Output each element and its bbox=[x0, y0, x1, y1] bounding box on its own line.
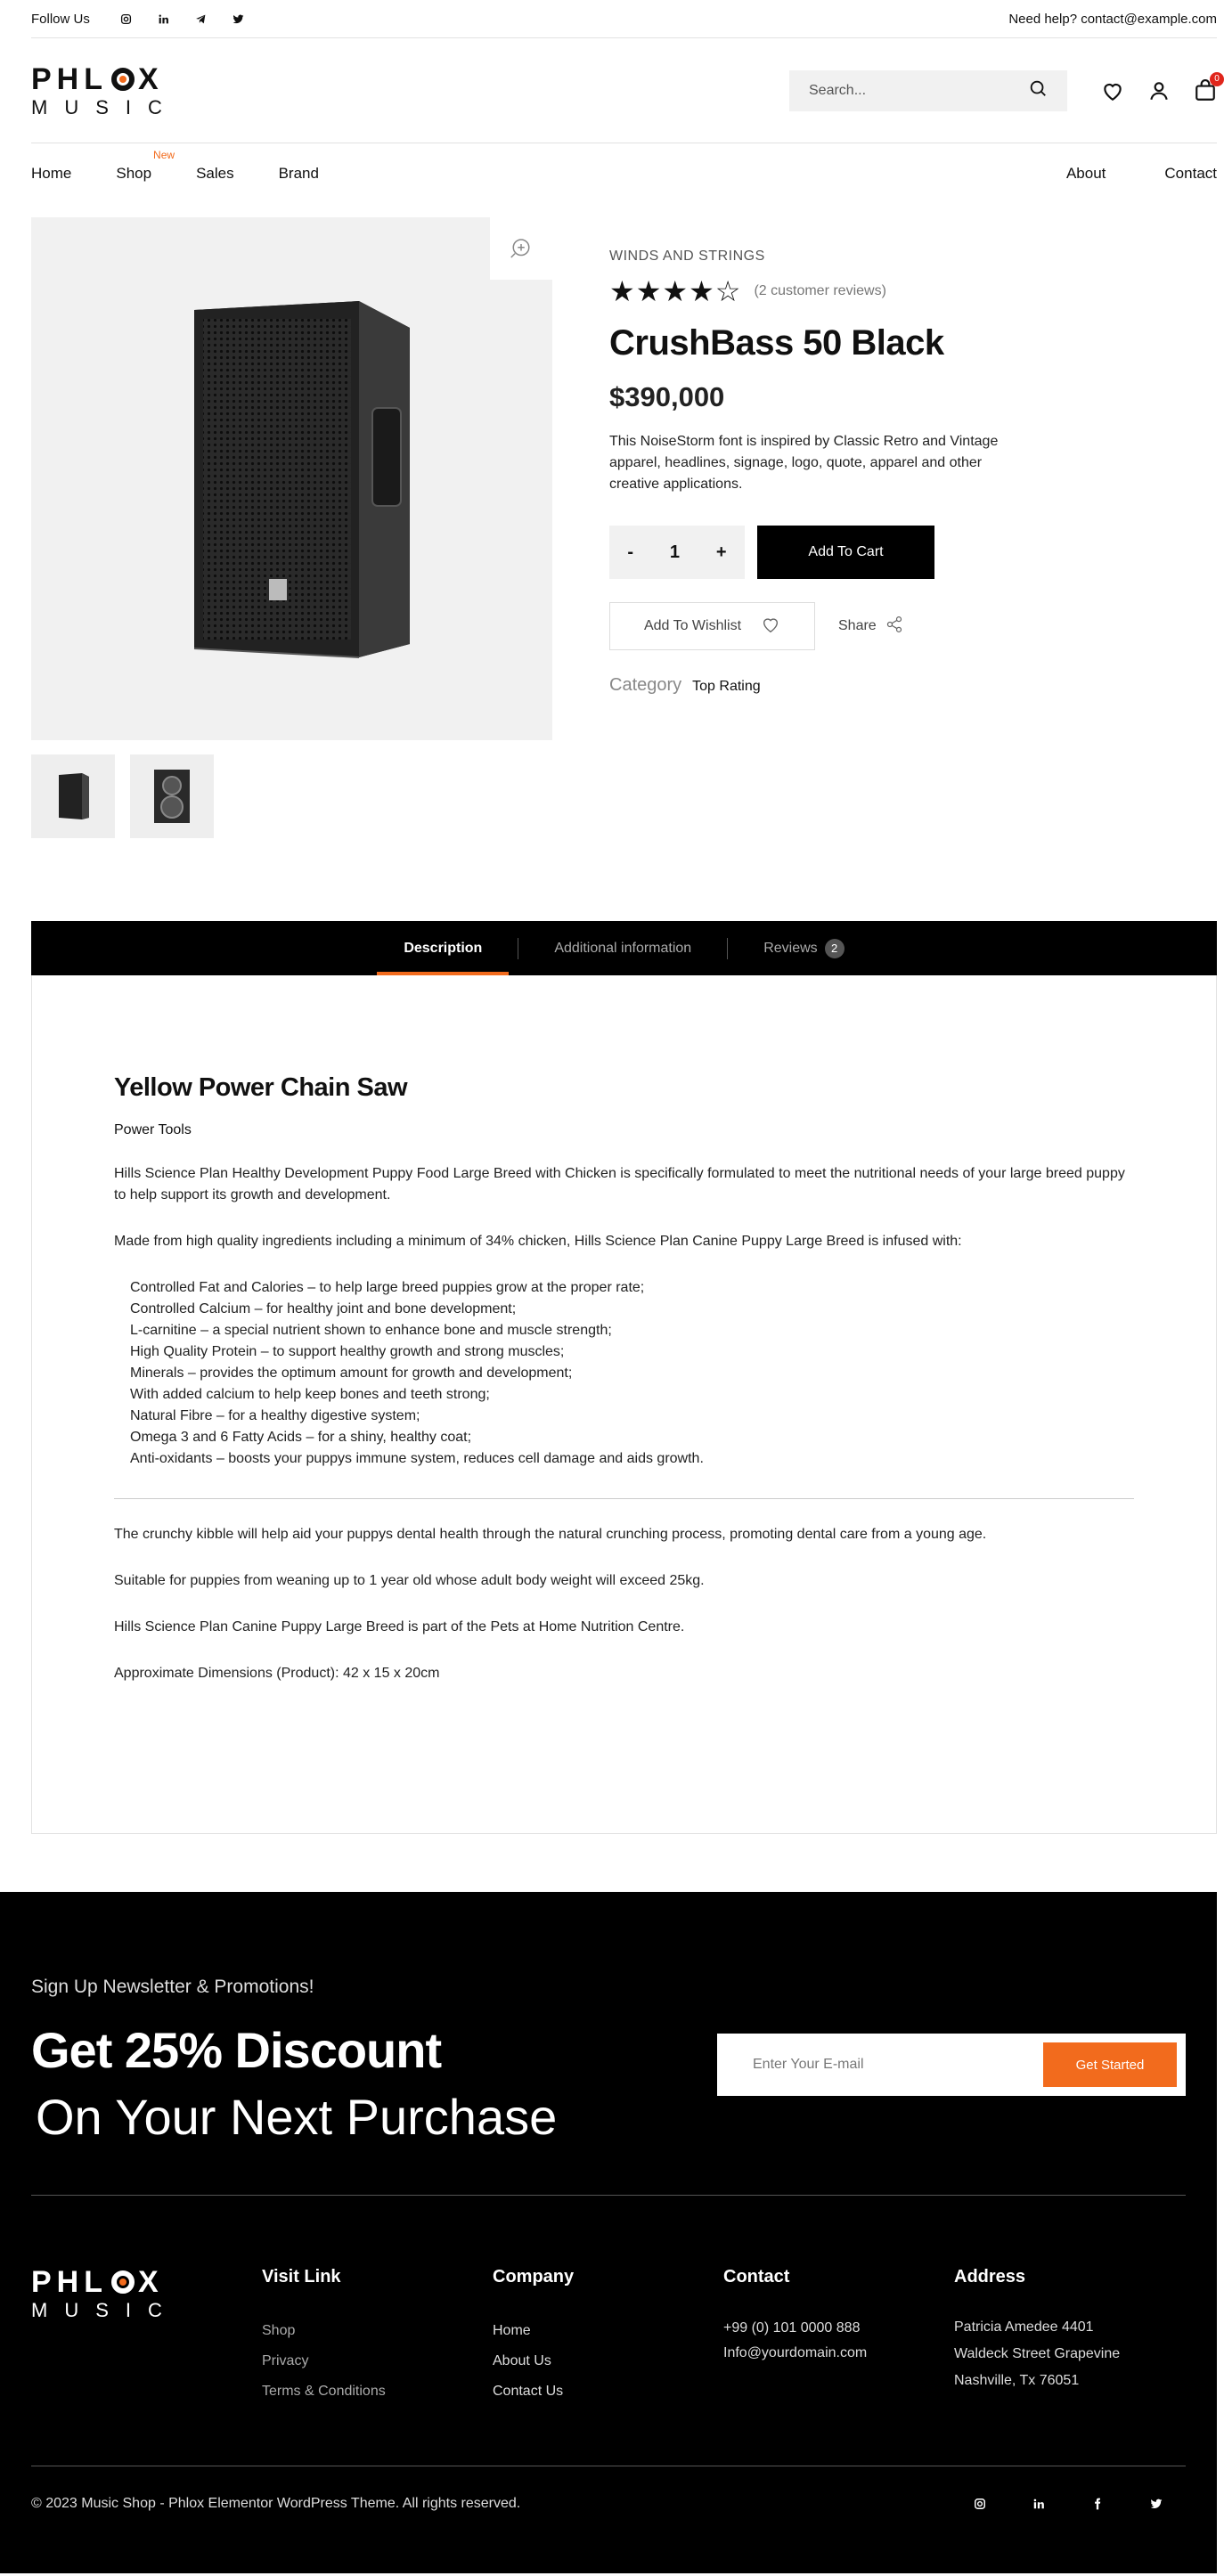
footer-column-title: Contact bbox=[723, 2267, 790, 2287]
category-link[interactable]: Top Rating bbox=[692, 679, 761, 694]
search-placeholder: Search... bbox=[809, 82, 867, 98]
footer-phone[interactable]: +99 (0) 101 0000 888 bbox=[723, 2320, 861, 2336]
search-input[interactable] bbox=[789, 70, 1067, 111]
list-item: With added calcium to help keep bones and teeth strong; bbox=[130, 1387, 490, 1402]
footer-column-title: Company bbox=[493, 2267, 575, 2287]
speaker-image bbox=[150, 292, 435, 666]
ingredients-list bbox=[114, 1277, 1134, 1470]
footer-link-about[interactable]: About Us bbox=[493, 2353, 551, 2368]
description-heading: Yellow Power Chain Saw bbox=[114, 1073, 408, 1102]
footer-link-terms[interactable]: Terms & Conditions bbox=[262, 2384, 386, 2399]
new-badge: New bbox=[153, 149, 175, 161]
footer-address-text: Patricia Amedee 4401 Waldeck Street Grapevine Nashville, Tx 76051 bbox=[954, 2319, 1121, 2388]
product-section bbox=[31, 217, 1217, 921]
newsletter-headline: Get 25% Discount bbox=[31, 2022, 442, 2078]
linkedin-icon[interactable] bbox=[145, 13, 183, 25]
add-to-wishlist-button[interactable] bbox=[609, 602, 815, 650]
site-footer bbox=[0, 1892, 1217, 2573]
footer-social-links bbox=[951, 2498, 1186, 2510]
nav-about[interactable]: About bbox=[1065, 165, 1106, 182]
tab-reviews[interactable] bbox=[728, 921, 879, 975]
product-rating bbox=[609, 277, 1073, 306]
logo-subtitle: MUSIC bbox=[31, 2299, 179, 2321]
get-started-button[interactable]: Get Started bbox=[1043, 2042, 1177, 2087]
newsletter-subheadline: On Your Next Purchase bbox=[36, 2089, 558, 2145]
product-main-image[interactable] bbox=[31, 217, 552, 740]
qty-value[interactable]: 1 bbox=[669, 542, 681, 562]
logo-mark: PHL X bbox=[31, 2265, 164, 2299]
share-label: Share bbox=[838, 618, 877, 633]
linkedin-icon[interactable] bbox=[1009, 2498, 1068, 2510]
list-item: Controlled Fat and Calories – to help large breed puppies grow at the proper rate; bbox=[130, 1280, 645, 1295]
logo-subtitle: MUSIC bbox=[31, 95, 179, 118]
content-divider bbox=[114, 1498, 1134, 1499]
footer-email[interactable]: Info@yourdomain.com bbox=[723, 2345, 868, 2360]
help-contact[interactable]: Need help? contact@example.com bbox=[1008, 11, 1217, 27]
cart-bag-icon[interactable] bbox=[1194, 74, 1220, 102]
footer-link-home[interactable]: Home bbox=[493, 2323, 531, 2338]
telegram-icon[interactable] bbox=[183, 13, 220, 25]
footer-column-title: Address bbox=[954, 2267, 1026, 2287]
nav-shop[interactable] bbox=[116, 149, 175, 183]
product-short-description: This NoiseStorm font is inspired by Classic Retro and Vintage apparel, headlines, signage, logo, quote, apparel and other creative applications. bbox=[609, 434, 999, 492]
category-label: Category bbox=[609, 675, 682, 695]
description-panel bbox=[31, 975, 1217, 1834]
footer-link-privacy[interactable]: Privacy bbox=[262, 2353, 309, 2368]
description-paragraph: Hills Science Plan Canine Puppy Large Breed is part of the Pets at Home Nutrition Centre. bbox=[114, 1619, 685, 1634]
newsletter-label: Sign Up Newsletter & Promotions! bbox=[31, 1977, 314, 1997]
product-brand[interactable]: WINDS AND STRINGS bbox=[609, 249, 765, 264]
nav-brand[interactable]: Brand bbox=[278, 165, 319, 182]
footer-link-contact[interactable]: Contact Us bbox=[493, 2384, 564, 2399]
logo[interactable] bbox=[31, 61, 179, 118]
instagram-icon[interactable] bbox=[108, 13, 145, 25]
footer-bottom-bar bbox=[31, 2466, 1186, 2540]
zoom-icon[interactable] bbox=[490, 217, 552, 280]
newsletter-form bbox=[717, 2034, 1186, 2096]
social-links bbox=[31, 12, 257, 27]
rating-stars: ★★★★☆ bbox=[609, 275, 742, 307]
footer-link-shop[interactable]: Shop bbox=[262, 2323, 296, 2338]
footer-contact bbox=[723, 2267, 954, 2407]
footer-divider bbox=[31, 2195, 1186, 2196]
nav-contact[interactable]: Contact bbox=[1164, 165, 1217, 182]
share-button[interactable] bbox=[838, 615, 903, 638]
top-bar bbox=[31, 0, 1217, 38]
list-item: Controlled Calcium – for healthy joint and bone development; bbox=[130, 1301, 517, 1317]
product-title: CrushBass 50 Black bbox=[609, 323, 944, 363]
qty-increase-button[interactable]: + bbox=[715, 542, 727, 562]
copyright-text: © 2023 Music Shop - Phlox Elementor WordPress Theme. All rights reserved. bbox=[31, 2495, 521, 2511]
site-header bbox=[31, 38, 1220, 143]
thumbnail-2[interactable] bbox=[130, 754, 214, 838]
twitter-icon[interactable] bbox=[220, 13, 257, 25]
main-nav bbox=[31, 143, 1217, 204]
follow-label: Follow Us bbox=[31, 11, 90, 27]
quantity-stepper bbox=[609, 526, 745, 579]
product-category bbox=[609, 675, 1073, 696]
wishlist-heart-icon[interactable] bbox=[1101, 79, 1124, 102]
description-paragraph: Approximate Dimensions (Product): 42 x 15 x 20cm bbox=[114, 1666, 440, 1681]
wishlist-label: Add To Wishlist bbox=[643, 618, 742, 633]
qty-decrease-button[interactable]: - bbox=[627, 542, 634, 562]
thumbnail-1[interactable] bbox=[31, 754, 115, 838]
description-paragraph: The crunchy kibble will help aid your puppys dental health through the natural crunching process, promoting dental care from a young age. bbox=[114, 1527, 987, 1542]
list-item: Anti-oxidants – boosts your puppys immune system, reduces cell damage and aids growth. bbox=[130, 1451, 704, 1466]
nav-home[interactable]: Home bbox=[31, 165, 72, 182]
footer-visit-links bbox=[262, 2267, 493, 2407]
add-to-cart-button[interactable]: Add To Cart bbox=[757, 526, 934, 579]
product-tabs bbox=[31, 921, 1217, 975]
cart-count-badge: 0 bbox=[1210, 72, 1224, 86]
tab-description[interactable]: Description bbox=[368, 921, 518, 975]
list-item: Minerals – provides the optimum amount for growth and development; bbox=[130, 1365, 573, 1381]
nav-shop-label: Shop bbox=[116, 165, 152, 182]
description-paragraph: Made from high quality ingredients including a minimum of 34% chicken, Hills Science Plan Canine Puppy Large Breed is infused with: bbox=[114, 1234, 962, 1249]
email-field[interactable]: Enter Your E-mail bbox=[753, 2057, 864, 2072]
instagram-icon[interactable] bbox=[951, 2498, 1009, 2510]
search-icon[interactable] bbox=[1028, 78, 1048, 102]
footer-address bbox=[954, 2267, 1185, 2407]
review-count-link[interactable]: (2 customer reviews) bbox=[754, 283, 886, 298]
description-paragraph: Suitable for puppies from weaning up to 1 year old whose adult body weight will exceed 25kg. bbox=[114, 1573, 705, 1588]
footer-company-links bbox=[493, 2267, 723, 2407]
account-user-icon[interactable] bbox=[1147, 79, 1171, 102]
description-paragraph: Hills Science Plan Healthy Development Puppy Food Large Breed with Chicken is specifically formulated to meet the nutritional needs of your large breed puppy to help support its growth and development. bbox=[114, 1166, 1125, 1202]
footer-column-title: Visit Link bbox=[262, 2267, 341, 2287]
list-item: Natural Fibre – for a healthy digestive system; bbox=[130, 1408, 420, 1423]
tab-additional-information[interactable]: Additional information bbox=[554, 940, 692, 956]
product-price: $390,000 bbox=[609, 381, 725, 412]
list-item: Omega 3 and 6 Fatty Acids – for a shiny, healthy coat; bbox=[130, 1430, 472, 1445]
tab-reviews-label: Reviews bbox=[763, 940, 818, 956]
reviews-count-badge: 2 bbox=[825, 939, 845, 958]
footer-logo[interactable] bbox=[31, 2267, 262, 2320]
list-item: High Quality Protein – to support healthy growth and strong muscles; bbox=[130, 1344, 565, 1359]
nav-sales[interactable]: Sales bbox=[196, 165, 234, 182]
thumbnail-strip bbox=[31, 754, 552, 838]
twitter-icon[interactable] bbox=[1127, 2498, 1186, 2510]
heart-icon bbox=[761, 615, 780, 639]
product-info bbox=[609, 217, 1073, 921]
list-item: L-carnitine – a special nutrient shown to enhance bone and muscle strength; bbox=[130, 1323, 612, 1338]
logo-mark: PHL X bbox=[31, 61, 164, 96]
facebook-icon[interactable] bbox=[1068, 2498, 1127, 2510]
description-subheading: Power Tools bbox=[114, 1122, 192, 1137]
product-gallery bbox=[31, 217, 552, 921]
share-icon bbox=[885, 615, 903, 638]
